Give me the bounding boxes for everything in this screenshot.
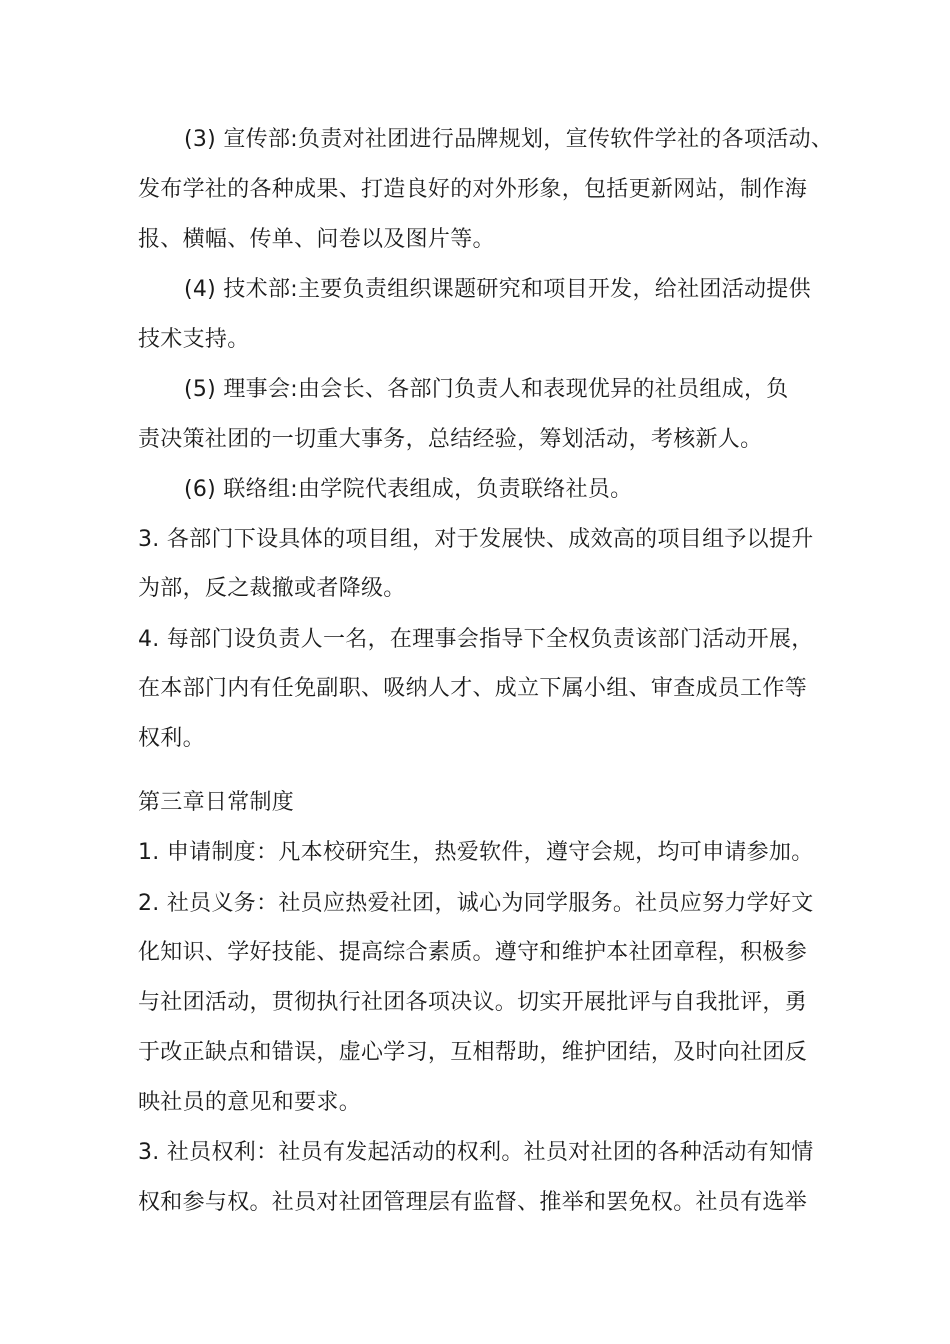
text-line: 为部，反之裁撤或者降级。: [138, 576, 406, 601]
text-line: 3. 社员权利：社员有发起活动的权利。社员对社团的各种活动有知情: [138, 1140, 814, 1165]
text-line: 技术支持。: [138, 327, 250, 352]
text-line: 4. 每部门设负责人一名，在理事会指导下全权负责该部门活动开展，: [138, 627, 814, 652]
text-line: (6) 联络组:由学院代表组成，负责联络社员。: [184, 477, 633, 502]
text-line: 在本部门内有任免副职、吸纳人才、成立下属小组、审查成员工作等: [138, 676, 808, 701]
text-line: 映社员的意见和要求。: [138, 1090, 362, 1115]
text-line: 报、横幅、传单、问卷以及图片等。: [138, 227, 495, 252]
text-line: 发布学社的各种成果、打造良好的对外形象，包括更新网站，制作海: [138, 177, 808, 202]
text-line: 于改正缺点和错误，虚心学习，互相帮助，维护团结，及时向社团反: [138, 1040, 808, 1065]
text-line: 责决策社团的一切重大事务，总结经验，筹划活动，考核新人。: [138, 427, 763, 452]
text-line: (5) 理事会:由会长、各部门负责人和表现优异的社员组成，负: [184, 377, 789, 402]
text-line: 权和参与权。社员对社团管理层有监督、推举和罢免权。社员有选举: [138, 1190, 808, 1215]
text-line: (4) 技术部:主要负责组织课题研究和项目开发，给社团活动提供: [184, 277, 811, 302]
text-line: (3) 宣传部:负责对社团进行品牌规划，宣传软件学社的各项活动、: [184, 127, 834, 152]
text-line: 权利。: [138, 726, 205, 751]
section-heading: 第三章日常制度: [138, 790, 295, 815]
text-line: 2. 社员义务：社员应热爱社团，诚心为同学服务。社员应努力学好文: [138, 891, 814, 916]
text-line: 1. 申请制度：凡本校研究生，热爱软件，遵守会规，均可申请参加。: [138, 840, 814, 865]
text-line: 3. 各部门下设具体的项目组，对于发展快、成效高的项目组予以提升: [138, 527, 814, 552]
text-line: 化知识、学好技能、提高综合素质。遵守和维护本社团章程，积极参: [138, 940, 808, 965]
text-line: 与社团活动，贯彻执行社团各项决议。切实开展批评与自我批评，勇: [138, 990, 808, 1015]
